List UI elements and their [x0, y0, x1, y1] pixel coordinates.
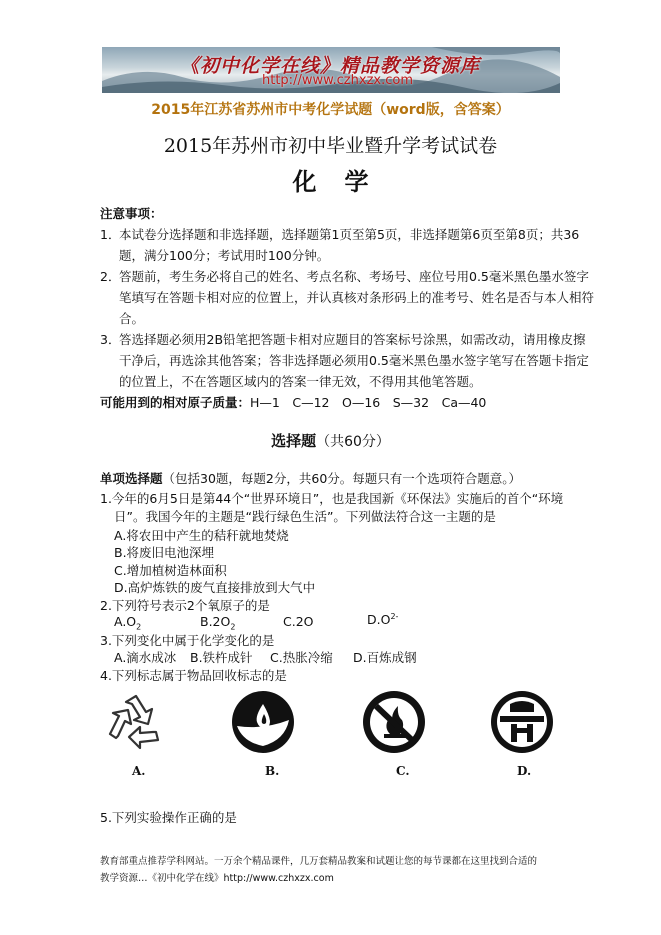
q1-stem-line-1: 1.今年的6月5日是第44个“世界环境日”，也是我国新《环保法》实施后的首个“环境	[100, 491, 564, 506]
banner-title: 《初中化学在线》精品教学资源库	[180, 55, 481, 77]
single-choice-intro	[100, 469, 521, 487]
exam-title: 2015年苏州市初中毕业暨升学考试试卷	[163, 135, 498, 157]
notice-item-3-line-3: 的位置上，不在答题区域内的答案一律无效，不得用其他笔答题。	[119, 374, 482, 389]
q2-option-b: $B.2O_2$	[200, 614, 236, 632]
footer-line-2[interactable]: 教学资源…《初中化学在线》http://www.czhxzx.com	[100, 873, 334, 884]
q4-label-d: D.	[517, 764, 532, 778]
q2-stem: 2.下列符号表示2个氧原子的是	[100, 598, 270, 613]
sign-d-icon	[490, 690, 554, 754]
footer-line-1: 教育部重点推荐学科网站。一万余个精品课件，几万套精品教案和试题让您的每节课都在这里找到合适的	[100, 856, 538, 867]
atomic-mass-label: 可能用到的相对原子质量：	[100, 395, 251, 410]
notice-item-3-num: 3．	[100, 332, 121, 347]
q4-label-a: A.	[132, 764, 146, 778]
notice-item-2-line-3: 合。	[119, 311, 145, 326]
recycle-icon	[102, 690, 166, 754]
notice-item-2-line-1: 答题前，考生务必将自己的姓名、考点名称、考场号、座位号用0.5毫米黑色墨水签字	[119, 269, 589, 284]
water-saving-icon	[231, 690, 295, 754]
q3-option-d: D.百炼成钢	[353, 650, 417, 665]
subject-title: 化学	[292, 168, 397, 196]
q1-option-b: B.将废旧电池深埋	[114, 545, 215, 560]
section-score: （共60分）	[316, 434, 390, 450]
q3-option-c: C.热胀冷缩	[270, 650, 333, 665]
notice-item-1-line-1: 本试卷分选择题和非选择题，选择题第1页至第5页，非选择题第6页至第8页；共36	[119, 227, 580, 242]
atomic-mass-values: H—1 C—12 O—16 S—32 Ca—40	[250, 395, 487, 410]
notice-item-2-line-2: 笔填写在答题卡相对应的位置上，并认真核对条形码上的准考号、姓名是否与本人相符	[119, 290, 595, 305]
notice-item-1-num: 1．	[100, 227, 121, 242]
section-title: 选择题	[271, 432, 317, 450]
q4-stem: 4.下列标志属于物品回收标志的是	[100, 668, 287, 683]
q3-stem: 3.下列变化中属于化学变化的是	[100, 633, 275, 648]
q1-option-c: C.增加植树造林面积	[114, 563, 227, 578]
notice-item-3-line-1: 答选择题必须用2B铅笔把答题卡相对应题目的答案标号涂黑，如需改动，请用橡皮擦	[119, 332, 586, 347]
q2-option-d: $D.O^{2-}$	[367, 612, 399, 628]
q1-option-d: D.高炉炼铁的废气直接排放到大气中	[114, 580, 316, 595]
q1-option-a: A.将农田中产生的秸秆就地焚烧	[114, 528, 289, 543]
q1-stem-line-2: 日”。我国今年的主题是“践行绿色生活”。下列做法符合这一主题的是	[114, 509, 496, 524]
banner-url[interactable]: http://www.czhxzx.com	[262, 73, 413, 88]
notice-item-2-num: 2．	[100, 269, 121, 284]
no-fire-icon	[362, 690, 426, 754]
q2-option-a: $A.O_2$	[114, 614, 142, 632]
q3-option-b: B.铁杵成针	[190, 650, 253, 665]
atomic-mass-line	[100, 393, 486, 411]
notice-item-3-line-2: 干净后，再选涂其他答案；答非选择题必须用0.5毫米黑色墨水签字笔写在答题卡指定	[119, 353, 589, 368]
single-choice-desc: （包括30题，每题2分，共60分。每题只有一个选项符合题意。）	[162, 471, 522, 486]
section-heading	[0, 430, 661, 451]
header-banner	[102, 47, 560, 93]
q5-stem: 5.下列实验操作正确的是	[100, 810, 237, 825]
notice-heading: 注意事项：	[100, 206, 163, 221]
q2-option-c: C.2O	[283, 614, 314, 629]
document-headline: 2015年江苏省苏州市中考化学试题（word版，含答案）	[151, 102, 510, 118]
notice-item-1-line-2: 题，满分100分；考试用时100分钟。	[119, 248, 330, 263]
q4-label-c: C.	[396, 764, 410, 778]
q4-label-b: B.	[265, 764, 280, 778]
single-choice-heading: 单项选择题	[100, 471, 163, 486]
q3-option-a: A.滴水成冰	[114, 650, 177, 665]
